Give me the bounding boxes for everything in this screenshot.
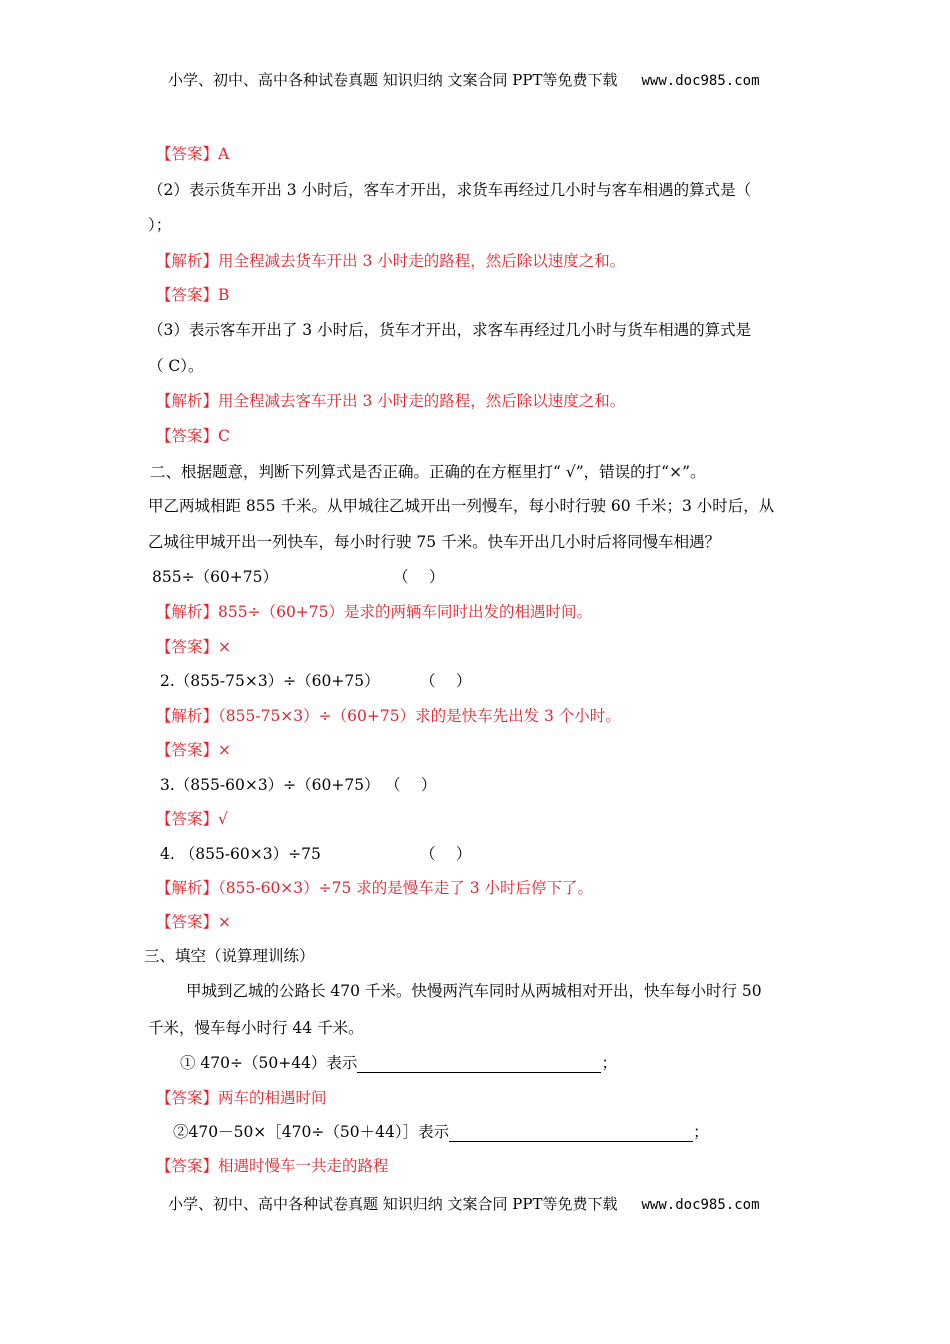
fill-question-2 — [173, 1122, 709, 1142]
answer-tag: 【答案】 — [156, 427, 219, 445]
fill-1-answer — [156, 1088, 327, 1108]
analysis-tag: 【解析】 — [156, 392, 219, 410]
answer-value: × — [218, 741, 232, 759]
expression-3-answer — [156, 809, 228, 829]
answer-tag: 【答案】 — [156, 145, 219, 163]
answer-value: × — [218, 638, 232, 656]
question-2-line-2: ）； — [148, 216, 172, 234]
analysis-tag: 【解析】 — [156, 603, 219, 621]
answer-line-3 — [156, 426, 230, 446]
answer-tag: 【答案】 — [156, 1089, 219, 1107]
expression-2-analysis — [156, 706, 621, 726]
fill-question-1-end: ； — [601, 1054, 617, 1072]
header-site-url[interactable]: www.doc985.com — [641, 73, 760, 89]
answer-value: × — [218, 913, 232, 931]
answer-value: 相遇时慢车一共走的路程 — [218, 1157, 389, 1175]
expression-2-checkbox[interactable]: （ ） — [420, 672, 472, 690]
footer-site-url[interactable]: www.doc985.com — [641, 1197, 760, 1213]
answer-tag: 【答案】 — [156, 810, 219, 828]
answer-value: √ — [218, 810, 228, 828]
expression-4: 4. （855-60×3）÷75 — [160, 845, 321, 863]
answer-value: A — [218, 145, 230, 163]
expression-1-answer — [156, 637, 231, 657]
fill-blank-2[interactable] — [449, 1125, 693, 1142]
question-2-line-1: （2）表示货车开出 3 小时后，客车才开出，求货车再经过几小时与客车相遇的算式是（ — [148, 181, 752, 199]
page-header — [168, 69, 760, 90]
analysis-value: （855-60×3）÷75 求的是慢车走了 3 小时后停下了。 — [218, 879, 594, 897]
expression-4-answer — [156, 912, 231, 932]
question-3-line-2: （ C）。 — [148, 357, 204, 375]
section-3-paragraph-line-1: 甲城到乙城的公路长 470 千米。快慢两汽车同时从两城相对开出，快车每小时行 50 — [186, 982, 762, 1000]
section-2-paragraph-line-1: 甲乙两城相距 855 千米。从甲城往乙城开出一列慢车，每小时行驶 60 千米；3 小时后，从 — [148, 497, 775, 515]
answer-tag: 【答案】 — [156, 286, 219, 304]
section-3-paragraph-line-2: 千米，慢车每小时行 44 千米。 — [148, 1019, 364, 1037]
section-3-title: 三、填空（说算理训练） — [144, 947, 315, 965]
analysis-value: 用全程减去客车开出 3 小时走的路程，然后除以速度之和。 — [218, 392, 626, 410]
expression-4-checkbox[interactable]: （ ） — [420, 845, 472, 863]
fill-question-1-text: ① 470÷（50+44）表示 — [180, 1054, 358, 1072]
expression-2: 2.（855-75×3）÷（60+75） — [160, 672, 380, 690]
analysis-tag: 【解析】 — [156, 879, 219, 897]
question-3-line-1: （3）表示客车开出了 3 小时后，货车才开出，求客车再经过几小时与货车相遇的算式是 — [148, 321, 752, 339]
expression-1-analysis — [156, 602, 592, 622]
header-text: 小学、初中、高中各种试卷真题 知识归纳 文案合同 PPT等免费下载 — [168, 71, 618, 89]
expression-3-checkbox[interactable]: （ ） — [385, 776, 437, 794]
expression-1: 855÷（60+75） — [152, 568, 279, 586]
analysis-value: 用全程减去货车开出 3 小时走的路程，然后除以速度之和。 — [218, 252, 626, 270]
answer-line-2 — [156, 285, 229, 305]
answer-value: 两车的相遇时间 — [218, 1089, 327, 1107]
analysis-value: （855-75×3）÷（60+75）求的是快车先出发 3 个小时。 — [218, 707, 621, 725]
answer-tag: 【答案】 — [156, 913, 219, 931]
fill-2-answer — [156, 1156, 389, 1176]
fill-question-2-text: ②470－50×［470÷（50＋44）］表示 — [173, 1123, 450, 1141]
expression-4-analysis — [156, 878, 593, 898]
section-2-paragraph-line-2: 乙城往甲城开出一列快车，每小时行驶 75 千米。快车开出几小时后将同慢车相遇？ — [148, 533, 721, 551]
answer-tag: 【答案】 — [156, 1157, 219, 1175]
page-footer — [168, 1193, 760, 1214]
analysis-tag: 【解析】 — [156, 707, 219, 725]
answer-value: C — [218, 427, 230, 445]
analysis-line-2 — [156, 251, 625, 271]
analysis-value: 855÷（60+75）是求的两辆车同时出发的相遇时间。 — [218, 603, 593, 621]
analysis-line-3 — [156, 391, 625, 411]
expression-3: 3.（855-60×3）÷（60+75） — [160, 776, 380, 794]
footer-text: 小学、初中、高中各种试卷真题 知识归纳 文案合同 PPT等免费下载 — [168, 1195, 618, 1213]
fill-question-1 — [180, 1053, 617, 1073]
answer-line-1 — [156, 144, 229, 164]
section-2-title: 二、根据题意，判断下列算式是否正确。正确的在方框里打“ √”，错误的打“×”。 — [150, 463, 706, 481]
answer-tag: 【答案】 — [156, 638, 219, 656]
fill-blank-1[interactable] — [357, 1056, 601, 1073]
answer-value: B — [218, 286, 230, 304]
answer-tag: 【答案】 — [156, 741, 219, 759]
fill-question-2-end: ； — [693, 1123, 709, 1141]
expression-1-checkbox[interactable]: （ ） — [393, 568, 445, 586]
expression-2-answer — [156, 740, 231, 760]
analysis-tag: 【解析】 — [156, 252, 219, 270]
